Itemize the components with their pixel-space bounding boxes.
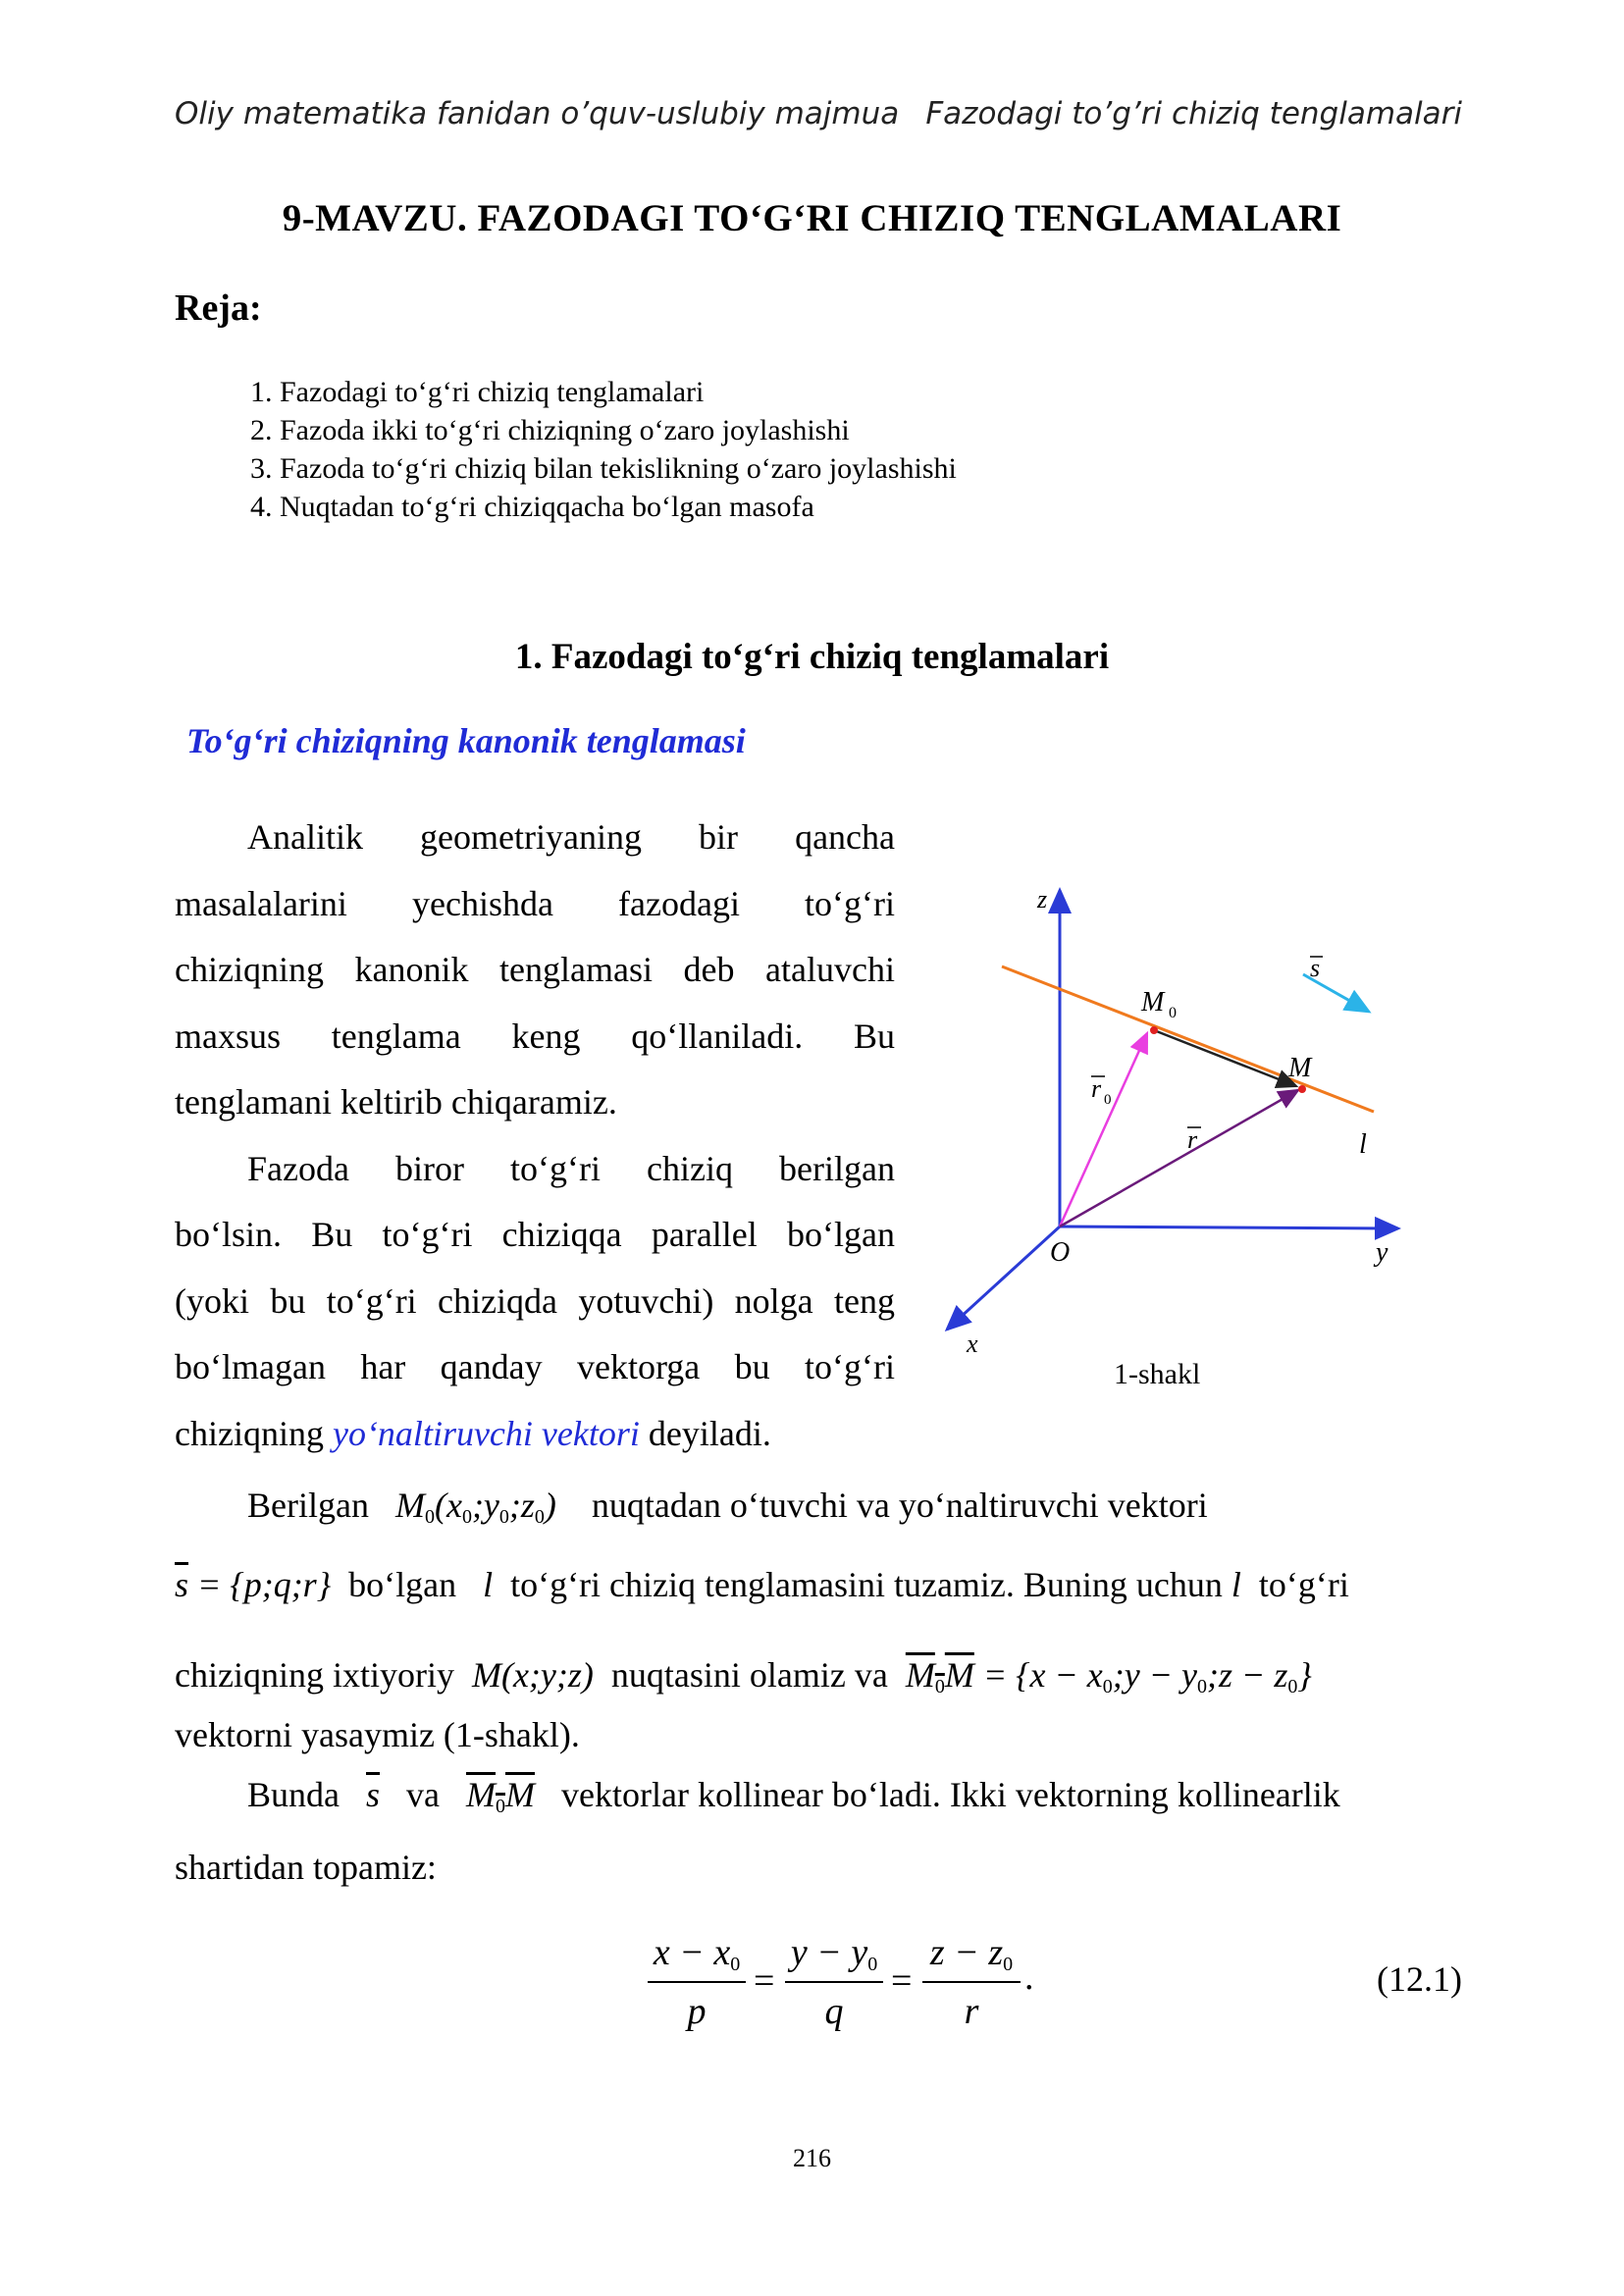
text-line: Bunda $\overline{s}$ va $M_0M$ vektorlar kollinear bo‘ladi. Ikki vektorning kollinearlik bbox=[247, 1775, 1340, 1817]
label-O: O bbox=[1050, 1237, 1071, 1268]
point-M bbox=[1298, 1085, 1306, 1093]
plan-item: 2. Fazoda ikki to‘g‘ri chiziqning o‘zaro joylashishi bbox=[250, 414, 850, 446]
equals-sign: = bbox=[754, 1960, 775, 2002]
text-line: Analitik geometriyaning bir qancha bbox=[247, 817, 895, 857]
paragraph-line-definition bbox=[175, 1476, 1460, 1764]
label-M0-sub: 0 bbox=[1169, 1005, 1177, 1021]
point-M0-coords: $M_0(x_0;y_0;z_0)$ bbox=[394, 1486, 556, 1528]
text-line: masalalarini yechishda fazodagi to‘g‘ri bbox=[175, 883, 895, 923]
term-direction-vector: yo‘naltiruvchi vektori bbox=[332, 1413, 640, 1453]
fraction-y: $y - y_0$ q bbox=[785, 1928, 883, 2036]
text-line: shartidan topamiz: bbox=[175, 1848, 437, 1887]
label-r0-sub: 0 bbox=[1104, 1092, 1112, 1108]
plan-item: 4. Nuqtadan to‘g‘ri chiziqqacha bo‘lgan masofa bbox=[250, 491, 814, 523]
fraction-z: $z - z_0$ r bbox=[922, 1928, 1021, 2036]
vector-M0M-text: $M_0M$ bbox=[905, 1655, 974, 1697]
label-z: z bbox=[1037, 885, 1048, 913]
label-M0: M bbox=[1141, 987, 1165, 1018]
vector-r0 bbox=[1060, 1033, 1147, 1226]
subsection-title: To‘g‘ri chiziqning kanonik tenglamasi bbox=[186, 721, 746, 760]
plan-item: 1. Fazodagi to‘g‘ri chiziq tenglamalari bbox=[250, 376, 705, 408]
figure-line-in-space bbox=[917, 868, 1428, 1403]
label-r: r bbox=[1187, 1125, 1198, 1154]
text-line: chiziqning yo‘naltiruvchi vektori deyiladi. bbox=[175, 1413, 771, 1453]
header-right: Fazodagi to’g’ri chiziq tenglamalari bbox=[925, 96, 1462, 131]
text-line: $\overline{s}$ = {p;q;r} bo‘lgan l to‘g‘ri chiziq tenglamasini tuzamiz. Buning uchun l to‘g‘ri bbox=[175, 1565, 1349, 1604]
fraction-x: $x - x_0$ p bbox=[648, 1928, 746, 2036]
text-line: tenglamani keltirib chiqaramiz. bbox=[175, 1082, 617, 1122]
figure-caption: 1-shakl bbox=[1114, 1358, 1201, 1390]
text-line: bo‘lsin. Bu to‘g‘ri chiziqqa parallel bo‘lgan bbox=[175, 1215, 895, 1254]
label-l: l bbox=[1359, 1129, 1367, 1160]
label-M: M bbox=[1288, 1053, 1312, 1083]
equation-number: (12.1) bbox=[1377, 1959, 1462, 1999]
equation-period: . bbox=[1024, 1957, 1034, 1998]
point-M0 bbox=[1150, 1026, 1158, 1034]
label-x: x bbox=[967, 1330, 978, 1358]
text-line: chiziqning kanonik tenglamasi deb ataluvchi bbox=[175, 950, 895, 989]
vector-r bbox=[1060, 1090, 1298, 1226]
plan-item: 3. Fazoda to‘g‘ri chiziq bilan tekislikning o‘zaro joylashishi bbox=[250, 452, 957, 485]
text-line: bo‘lmagan har qanday vektorga bu to‘g‘ri bbox=[175, 1347, 895, 1386]
line-l bbox=[1002, 966, 1374, 1112]
text-line: vektorni yasaymiz (1-shakl). bbox=[175, 1715, 580, 1754]
section-title: 1. Fazodagi to‘g‘ri chiziq tenglamalari bbox=[514, 637, 1110, 677]
label-y: y bbox=[1376, 1237, 1388, 1268]
paragraph-intro bbox=[175, 805, 895, 1467]
equals-sign: = bbox=[891, 1960, 913, 2002]
text-line: (yoki bu to‘g‘ri chiziqda yotuvchi) nolga teng bbox=[175, 1280, 895, 1321]
label-s: s bbox=[1310, 954, 1321, 982]
paragraph-collinear bbox=[175, 1756, 1460, 1902]
label-r0: r bbox=[1091, 1074, 1102, 1103]
text-line: maxsus tenglama keng qo‘llaniladi. Bu bbox=[175, 1016, 895, 1056]
vector-M0M bbox=[1154, 1030, 1296, 1086]
header-left: Oliy matematika fanidan o’quv-uslubiy majmua bbox=[175, 96, 900, 131]
text-line: Fazoda biror to‘g‘ri chiziq berilgan bbox=[247, 1148, 895, 1188]
x-axis bbox=[947, 1226, 1060, 1330]
text-line: Berilgan $M_0(x_0;y_0;z_0)$ nuqtadan o‘tuvchi va yo‘naltiruvchi vektori bbox=[247, 1486, 1208, 1528]
plan-list bbox=[250, 373, 957, 526]
page-number: 216 bbox=[793, 2144, 831, 2172]
y-axis bbox=[1060, 1226, 1398, 1228]
text-line: chiziqning ixtiyoriy M(x;y;z) nuqtasini olamiz va $M_0M = \{x$ − $x_0;y$ − $y_0;z - z_0$} bbox=[175, 1655, 1312, 1697]
topic-title: 9-MAVZU. FAZODAGI TO‘G‘RI CHIZIQ TENGLAMALARI bbox=[282, 197, 1342, 239]
plan-label: Reja: bbox=[175, 287, 262, 329]
